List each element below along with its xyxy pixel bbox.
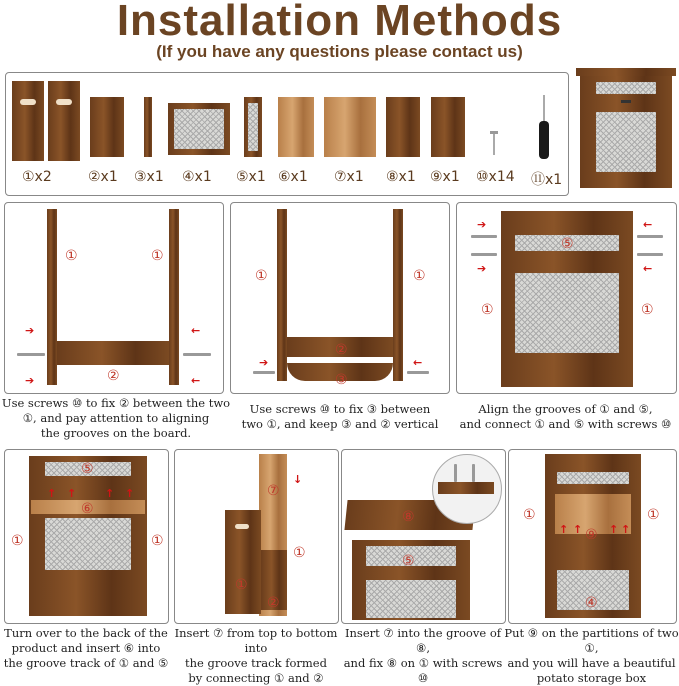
arrow-right-icon: ➔ [477,218,487,231]
part-9-image [431,97,465,157]
part-label: ④x1 [182,169,212,185]
screw-icon [493,133,495,155]
arrow-right-icon: ➔ [25,374,35,387]
step-1-panel [4,202,224,394]
marker-1: ① [65,248,78,264]
arrow-left-icon: ← [191,374,201,387]
marker-6: ⑥ [81,501,94,517]
part-1-image-b [48,81,80,161]
screw-icon [472,464,475,482]
part-label: ⑦x1 [334,169,364,185]
marker-9: ⑨ [585,527,598,543]
marker-1: ① [11,533,24,549]
marker-1: ① [481,302,494,318]
arrow-right-icon: ➔ [259,356,269,369]
screw-icon [17,353,45,356]
part-label: ⑨x1 [430,169,460,185]
part-label: ①x2 [22,169,52,185]
marker-8: ⑧ [402,509,415,525]
marker-1: ① [293,545,306,561]
part-label: ⑥x1 [278,169,308,185]
step-4-panel [4,449,169,624]
marker-1: ① [523,507,536,523]
arrow-up-icon: ↑ [47,487,57,500]
step-2-panel [230,202,450,394]
parts-panel [5,72,569,196]
marker-1: ① [235,577,248,593]
arrow-left-icon: ← [643,218,653,231]
part-label: ⑪x1 [531,172,563,188]
marker-2: ② [267,595,280,611]
step-2-caption: Use screws ⑩ to fix ③ between two ①, and keep ③ and ② vertical [241,402,439,431]
step-1-caption: Use screws ⑩ to fix ② between the two ①, and pay attention to aligning the grooves on the board. [1,396,231,440]
screw-icon [637,253,663,256]
marker-1: ① [641,302,654,318]
part-6-image [278,97,314,157]
arrow-left-icon: ← [413,356,423,369]
arrow-left-icon: ← [643,262,653,275]
arrow-up-icon: ↑ [105,487,115,500]
page-subtitle: (If you have any questions please contact us) [156,42,523,61]
step-6-panel [341,449,506,624]
marker-1: ① [255,268,268,284]
step-5-panel [174,449,339,624]
part-8-image [386,97,420,157]
part-2-image [90,97,124,157]
step-6-caption: Insert ⑦ into the groove of ⑧, and fix ⑧ on ① with screws ⑩ [343,626,503,685]
screwdriver-icon [539,121,549,159]
marker-7: ⑦ [267,483,280,499]
arrow-up-icon: ↑ [559,523,569,536]
step-5-caption: Insert ⑦ from top to bottom into the groove track formed by connecting ① and ② [174,626,338,685]
page-title: Installation Methods [116,0,563,45]
arrow-up-icon: ↑ [67,487,77,500]
marker-1: ① [151,533,164,549]
marker-1: ① [647,507,660,523]
step-3-panel [456,202,677,394]
screw-icon [407,371,429,374]
part-7-image [324,97,376,157]
screwdriver-shaft [543,95,545,123]
marker-5: ⑤ [561,236,574,252]
handle-slot [56,99,72,105]
part-label: ⑤x1 [236,169,266,185]
handle-slot [20,99,36,105]
part-label: ③x1 [134,169,164,185]
part-4-mesh [174,109,224,149]
finished-cabinet [576,68,676,193]
arrow-right-icon: ➔ [477,262,487,275]
screw-icon [454,464,457,482]
arrow-down-icon: ↓ [293,473,303,486]
arrow-up-icon: ↑ [573,523,583,536]
part-label: ②x1 [88,169,118,185]
step-7-panel [508,449,677,624]
arrow-up-icon: ↑ [609,523,619,536]
part-5-mesh [248,103,258,151]
screw-icon [471,235,497,238]
screw-icon [253,371,275,374]
step-7-caption: Put ⑨ on the partitions of two ①, and you will have a beautiful potato storage box [504,626,679,685]
screw-icon [637,235,663,238]
arrow-left-icon: ← [191,324,201,337]
screw-icon [183,353,211,356]
arrow-up-icon: ↑ [125,487,135,500]
part-label: ⑧x1 [386,169,416,185]
step-4-caption: Turn over to the back of the product and insert ⑥ into the groove track of ① and ⑤ [3,626,169,670]
part-label: ⑩x14 [476,169,515,185]
part-1-image [12,81,44,161]
marker-3: ③ [335,372,348,388]
marker-4: ④ [585,595,598,611]
step-3-caption: Align the grooves of ① and ⑤, and connect ① and ⑤ with screws ⑩ [459,402,672,431]
marker-5: ⑤ [402,553,415,569]
marker-1: ① [413,268,426,284]
marker-2: ② [335,342,348,358]
part-3-image [144,97,152,157]
marker-5: ⑤ [81,461,94,477]
marker-1: ① [151,248,164,264]
screw-icon [471,253,497,256]
arrow-up-icon: ↑ [621,523,631,536]
screw-head [490,131,498,134]
marker-2: ② [107,368,120,384]
arrow-right-icon: ➔ [25,324,35,337]
